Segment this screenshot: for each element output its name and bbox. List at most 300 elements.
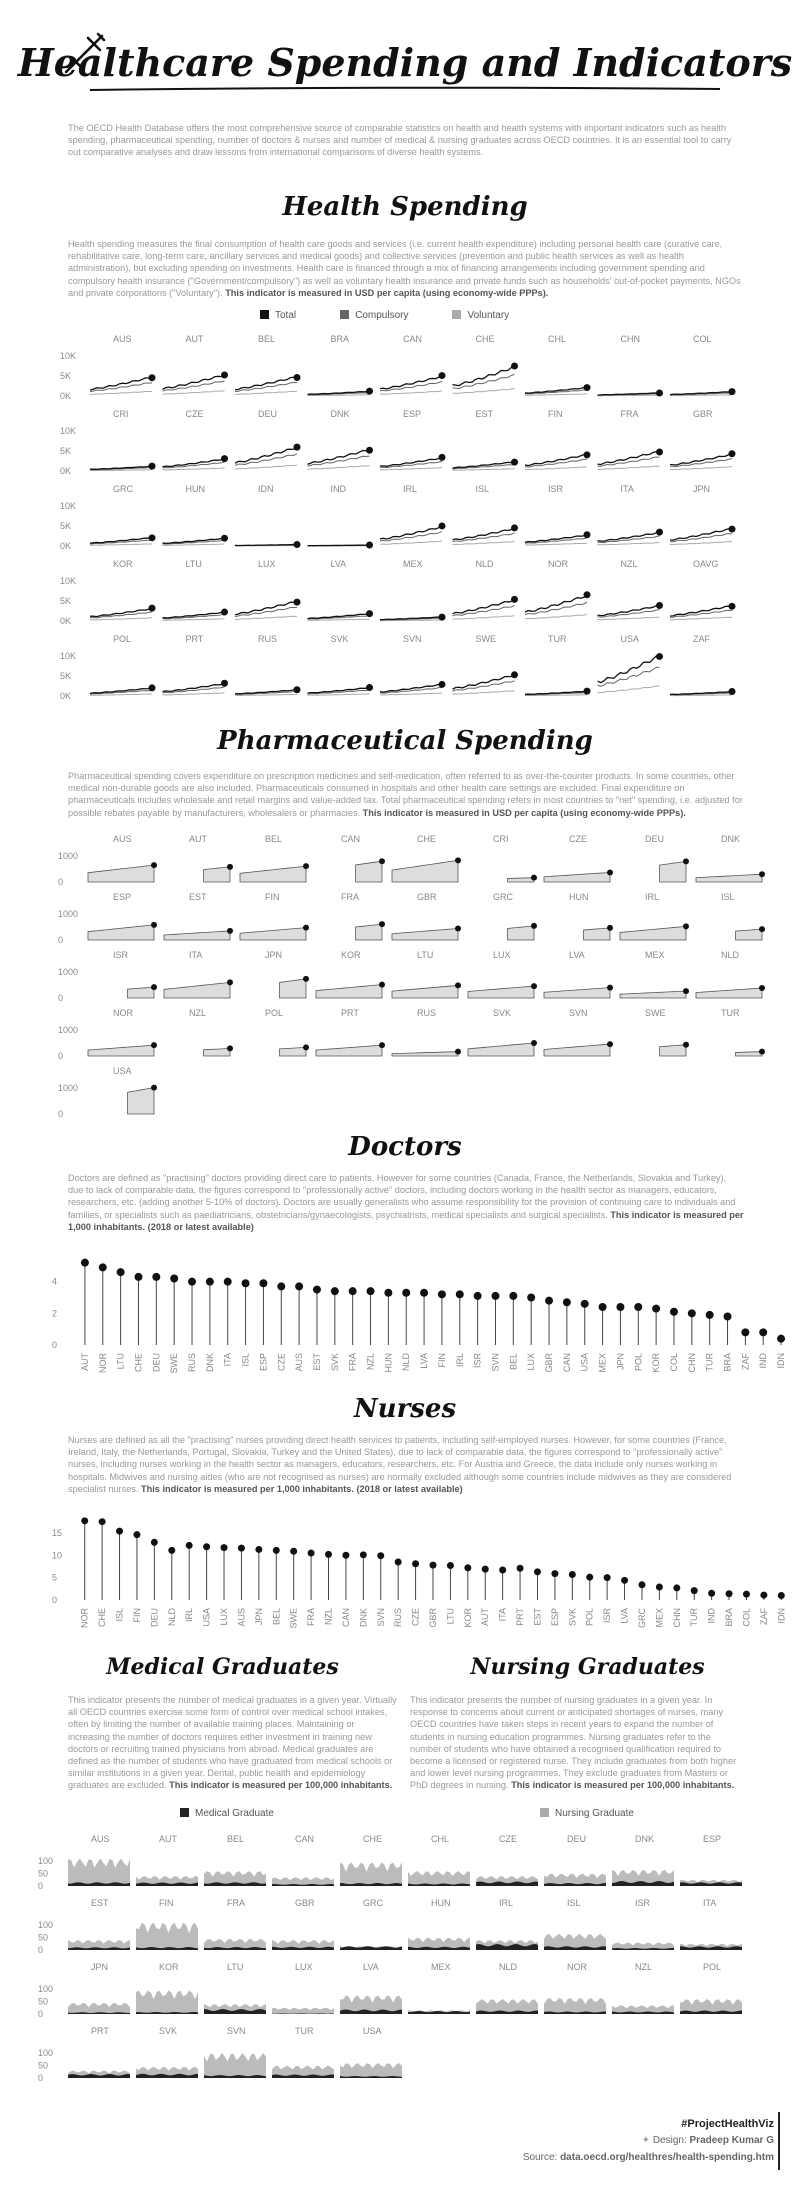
nurses-point: [569, 1571, 576, 1578]
health-voluntary-line: [235, 694, 297, 695]
nurses-point: [116, 1528, 123, 1535]
doctors-category-label: RUS: [187, 1353, 198, 1373]
pharma-ytick: 0: [58, 935, 64, 945]
doctors-point: [170, 1275, 178, 1283]
doctors-point: [777, 1335, 785, 1343]
health-title: Health Spending: [282, 192, 528, 222]
health-spending-chart: [0, 330, 810, 710]
doctors-point: [438, 1290, 446, 1298]
doctors-point: [384, 1289, 392, 1297]
nurses-category-label: KOR: [462, 1608, 473, 1628]
health-total-point: [729, 688, 736, 695]
health-total-point: [656, 390, 663, 397]
pharma-area: [128, 1088, 154, 1114]
health-ytick: 10K: [60, 651, 77, 661]
health-voluntary-line: [163, 391, 225, 395]
pharma-ytick: 0: [58, 1051, 64, 1061]
health-ytick: 5K: [60, 446, 72, 456]
nurses-category-label: RUS: [393, 1608, 404, 1628]
nurses-category-label: IRL: [184, 1608, 195, 1623]
doctors-point: [331, 1287, 339, 1295]
pharma-country-label: NZL: [189, 1008, 207, 1018]
nurses-category-label: BEL: [271, 1608, 282, 1626]
doctors-point: [670, 1308, 678, 1316]
pharma-area: [88, 1045, 154, 1056]
nurses-category-label: DEU: [149, 1608, 160, 1628]
health-compulsory-line: [598, 536, 660, 543]
health-total-point: [294, 599, 301, 606]
health-total-line: [598, 452, 660, 465]
pharma-point: [151, 1085, 157, 1091]
pharma-point: [151, 862, 157, 868]
health-total-point: [366, 684, 373, 691]
health-country-label: ISL: [475, 484, 490, 494]
health-total-line: [598, 656, 660, 683]
legend-total: Total: [260, 310, 296, 321]
pharma-country-label: AUS: [113, 834, 132, 844]
nurses-point: [743, 1591, 750, 1598]
pharma-country-label: SVK: [493, 1008, 512, 1018]
nurses-category-label: NLD: [166, 1608, 177, 1627]
health-total-point: [439, 372, 446, 379]
medical-grad-area: [204, 1882, 266, 1886]
health-total-point: [366, 542, 373, 549]
doctors-ytick: 0: [52, 1340, 58, 1350]
pharma-area: [88, 865, 154, 882]
nurses-point: [638, 1581, 645, 1588]
nurses-category-label: BRA: [724, 1608, 735, 1627]
pharma-point: [531, 1040, 537, 1046]
pharma-point: [683, 858, 689, 864]
health-voluntary-line: [525, 467, 587, 470]
pharma-area: [316, 1045, 382, 1056]
pharma-point: [607, 925, 613, 931]
health-ytick: 0K: [60, 616, 72, 626]
grad-country-label: PRT: [91, 2026, 109, 2036]
grad-country-label: SVN: [227, 2026, 246, 2036]
health-country-label: IDN: [258, 484, 274, 494]
health-voluntary-line: [453, 469, 515, 471]
pharma-point: [303, 1044, 309, 1050]
grad-country-label: KOR: [159, 1962, 179, 1972]
pharma-country-label: TUR: [721, 1008, 740, 1018]
grad-ytick: 100: [38, 1856, 54, 1866]
pharma-country-label: MEX: [645, 950, 665, 960]
medical-graduates-title: Medical Graduates: [106, 1654, 339, 1680]
nurses-point: [708, 1590, 715, 1597]
nurses-category-label: GRC: [636, 1608, 647, 1628]
health-voluntary-line: [525, 614, 587, 618]
nurses-category-label: DNK: [358, 1608, 369, 1628]
pharma-point: [683, 988, 689, 994]
health-country-label: CHN: [620, 334, 640, 344]
nurses-point: [464, 1564, 471, 1571]
health-total-point: [221, 535, 228, 542]
footer-source: Source: data.oecd.org/healthres/health-spending.htm: [522, 2152, 774, 2163]
doctors-category-label: NLD: [401, 1353, 412, 1372]
doctors-category-label: CZE: [276, 1353, 287, 1371]
health-country-label: TUR: [548, 634, 567, 644]
pharma-country-label: NOR: [113, 1008, 133, 1018]
doctors-point: [224, 1278, 232, 1286]
nurses-category-label: CAN: [340, 1608, 351, 1628]
grad-country-label: CAN: [295, 1834, 315, 1844]
pharma-country-label: POL: [265, 1008, 284, 1018]
pharma-area: [392, 929, 458, 940]
pharma-title: Pharmaceutical Spending: [217, 726, 593, 756]
health-country-label: BRA: [330, 334, 350, 344]
doctors-category-label: BRA: [722, 1353, 733, 1372]
doctors-point: [688, 1309, 696, 1317]
health-total-point: [584, 531, 591, 538]
nurses-point: [99, 1518, 106, 1525]
footer-hashtag: #ProjectHealthViz: [681, 2118, 774, 2130]
pharma-point: [151, 984, 157, 990]
health-ytick: 10K: [60, 426, 77, 436]
nurses-category-label: LVA: [619, 1608, 630, 1624]
health-country-label: AUS: [113, 334, 132, 344]
health-country-label: NLD: [475, 559, 494, 569]
doctors-category-label: DEU: [151, 1353, 162, 1373]
pharma-country-label: SWE: [645, 1008, 666, 1018]
pharma-country-label: GBR: [417, 892, 437, 902]
health-country-label: GBR: [693, 409, 713, 419]
grad-country-label: ESP: [703, 1834, 722, 1844]
grad-country-label: GBR: [295, 1898, 315, 1908]
pharma-country-label: FRA: [341, 892, 359, 902]
nurses-point: [377, 1552, 384, 1559]
health-total-point: [439, 614, 446, 621]
health-total-point: [149, 605, 156, 612]
nurses-category-label: EST: [532, 1608, 543, 1626]
pharma-point: [607, 985, 613, 991]
grad-country-label: DEU: [567, 1834, 587, 1844]
doctors-point: [295, 1282, 303, 1290]
nurses-point: [517, 1565, 524, 1572]
pharma-area: [280, 1047, 306, 1056]
health-ytick: 5K: [60, 371, 72, 381]
health-voluntary-line: [598, 466, 660, 469]
health-country-label: CAN: [403, 334, 423, 344]
pharma-area: [240, 928, 306, 940]
health-compulsory-line: [453, 374, 515, 388]
nurses-category-label: ITA: [497, 1608, 508, 1622]
pharma-country-label: LVA: [569, 950, 585, 960]
nurses-category-label: COL: [741, 1608, 752, 1627]
doctors-point: [81, 1259, 89, 1267]
doctors-point: [456, 1290, 464, 1298]
health-voluntary-line: [453, 388, 515, 393]
doctors-category-label: COL: [668, 1353, 679, 1372]
health-ytick: 0K: [60, 391, 72, 401]
health-ytick: 0K: [60, 466, 72, 476]
health-total-point: [584, 384, 591, 391]
doctors-point: [277, 1282, 285, 1290]
pharma-point: [379, 921, 385, 927]
doctors-category-label: CAN: [561, 1353, 572, 1373]
grad-country-label: POL: [703, 1962, 722, 1972]
doctors-point: [349, 1287, 357, 1295]
health-voluntary-line: [598, 686, 660, 693]
pharma-country-label: CZE: [569, 834, 587, 844]
nurses-point: [656, 1584, 663, 1591]
health-total-point: [149, 374, 156, 381]
health-legend: [260, 310, 509, 321]
health-total-point: [439, 454, 446, 461]
nurses-point: [395, 1558, 402, 1565]
doctors-point: [581, 1300, 589, 1308]
health-total-point: [221, 371, 228, 378]
nurses-category-label: MEX: [654, 1608, 665, 1628]
pharma-country-label: HUN: [569, 892, 589, 902]
pharma-area: [620, 926, 686, 940]
health-total-point: [366, 447, 373, 454]
health-country-label: LUX: [258, 559, 276, 569]
health-ytick: 5K: [60, 671, 72, 681]
nurses-point: [499, 1567, 506, 1574]
source-link[interactable]: data.oecd.org/healthres/health-spending.htm: [560, 2152, 774, 2163]
pharma-country-label: RUS: [417, 1008, 437, 1018]
grad-country-label: USA: [363, 2026, 382, 2036]
nurses-point: [621, 1577, 628, 1584]
pharma-point: [455, 857, 461, 863]
nurses-category-label: GBR: [428, 1608, 438, 1628]
health-country-label: MEX: [403, 559, 423, 569]
health-compulsory-line: [453, 605, 515, 615]
nurses-category-label: ISL: [114, 1608, 125, 1622]
doctors-point: [724, 1313, 732, 1321]
health-total-line: [308, 545, 370, 546]
nurses-category-label: ISR: [602, 1608, 613, 1624]
health-country-label: CHL: [548, 334, 567, 344]
pharma-area: [240, 866, 306, 882]
nurses-point: [534, 1568, 541, 1575]
doctors-category-label: ISL: [240, 1353, 251, 1367]
pharma-area: [164, 982, 230, 998]
health-voluntary-line: [380, 693, 442, 695]
health-total-point: [511, 524, 518, 531]
pharma-ytick: 1000: [58, 967, 79, 977]
health-country-label: ESP: [403, 409, 422, 419]
health-country-label: FIN: [548, 409, 563, 419]
health-compulsory-line: [90, 383, 152, 392]
health-ytick: 5K: [60, 596, 72, 606]
nurses-ytick: 0: [52, 1595, 58, 1605]
health-total-point: [584, 688, 591, 695]
health-country-label: BEL: [258, 334, 276, 344]
doctors-category-label: IRL: [454, 1353, 465, 1368]
nurses-point: [551, 1570, 558, 1577]
health-total-point: [511, 459, 518, 466]
doctors-point: [152, 1273, 160, 1281]
pharma-area: [468, 986, 534, 998]
pharma-point: [227, 928, 233, 934]
nurses-point: [133, 1531, 140, 1538]
health-ytick: 0K: [60, 541, 72, 551]
doctors-category-label: TUR: [704, 1353, 715, 1372]
pharma-point: [455, 926, 461, 932]
health-country-label: PRT: [185, 634, 204, 644]
pharma-point: [607, 1041, 613, 1047]
doctors-point: [474, 1292, 482, 1300]
doctors-category-label: SWE: [169, 1353, 180, 1374]
pharma-area: [508, 878, 534, 882]
grad-country-label: MEX: [431, 1962, 451, 1972]
doctors-category-label: ZAF: [740, 1353, 751, 1370]
doctors-category-label: LTU: [115, 1353, 126, 1370]
nurses-point: [604, 1574, 611, 1581]
health-voluntary-line: [90, 391, 152, 394]
pharma-point: [531, 983, 537, 989]
nurses-category-label: NZL: [323, 1608, 334, 1626]
nurses-category-label: FRA: [306, 1608, 317, 1626]
nurses-point: [430, 1562, 437, 1569]
health-total-point: [366, 388, 373, 395]
doctors-point: [188, 1278, 196, 1286]
health-total-line: [453, 366, 515, 386]
health-compulsory-line: [380, 461, 442, 467]
nurses-title: Nurses: [353, 1394, 457, 1424]
grad-country-label: EST: [91, 1898, 109, 1908]
doctors-point: [134, 1273, 142, 1281]
doctors-point: [259, 1279, 267, 1287]
pharma-area: [356, 861, 382, 882]
pharma-area: [392, 860, 458, 882]
health-total-point: [149, 684, 156, 691]
nurses-category-label: FIN: [131, 1608, 142, 1623]
pharma-point: [759, 871, 765, 877]
health-voluntary-line: [598, 543, 660, 545]
doctors-category-label: POL: [633, 1353, 644, 1372]
grad-ytick: 100: [38, 1984, 54, 1994]
nursing-grad-area: [204, 2053, 266, 2078]
health-country-label: LVA: [330, 559, 347, 569]
nurses-category-label: AUT: [480, 1608, 491, 1626]
health-country-label: FRA: [620, 409, 639, 419]
health-total-point: [656, 653, 663, 660]
nurses-point: [221, 1544, 228, 1551]
pharma-area: [280, 979, 306, 998]
health-country-label: USA: [620, 634, 640, 644]
nursing-grad-area: [136, 1990, 198, 2014]
nursing-grad-area: [340, 1862, 402, 1886]
health-country-label: POL: [113, 634, 132, 644]
health-total-point: [221, 680, 228, 687]
health-country-label: ITA: [620, 484, 634, 494]
pharma-area: [696, 988, 762, 998]
nurses-category-label: NOR: [79, 1608, 90, 1628]
grad-country-label: DNK: [635, 1834, 655, 1844]
health-country-label: GRC: [113, 484, 133, 494]
pharma-ytick: 1000: [58, 1025, 79, 1035]
health-total-line: [670, 529, 732, 541]
pharma-country-label: ISR: [113, 950, 129, 960]
doctors-category-label: BEL: [508, 1353, 519, 1371]
doctors-point: [759, 1328, 767, 1336]
pharma-ytick: 1000: [58, 1083, 79, 1093]
grad-ytick: 50: [38, 1868, 49, 1879]
grad-ytick: 0: [38, 1945, 44, 1955]
grad-country-label: JPN: [91, 1962, 109, 1972]
doctors-category-label: IDN: [776, 1353, 787, 1369]
nurses-category-label: USA: [201, 1608, 212, 1627]
health-total-point: [729, 526, 736, 533]
pharma-area: [660, 861, 686, 882]
health-total-point: [729, 603, 736, 610]
health-total-point: [294, 541, 301, 548]
grad-country-label: SVK: [159, 2026, 178, 2036]
pharma-country-label: JPN: [265, 950, 283, 960]
health-total-point: [511, 362, 518, 369]
nurses-point: [151, 1539, 158, 1546]
nurses-point: [273, 1547, 280, 1554]
pharma-point: [227, 979, 233, 985]
health-compulsory-line: [308, 456, 370, 466]
pharma-point: [227, 1045, 233, 1051]
health-total-point: [656, 602, 663, 609]
health-total-point: [149, 534, 156, 541]
nurses-category-label: ZAF: [758, 1608, 769, 1625]
nursing-grad-area: [272, 2008, 334, 2014]
grad-country-label: FIN: [159, 1898, 174, 1908]
nursing-graduates-title: Nursing Graduates: [470, 1654, 705, 1680]
health-total-point: [221, 455, 228, 462]
health-voluntary-line: [90, 544, 152, 545]
pharma-point: [759, 1049, 765, 1055]
nursing-grad-area: [340, 2063, 402, 2078]
nurses-point: [360, 1551, 367, 1558]
doctors-title: Doctors: [348, 1132, 462, 1162]
pharma-point: [759, 926, 765, 932]
doctors-point: [491, 1292, 499, 1300]
pharma-ytick: 1000: [58, 851, 79, 861]
nurses-category-label: LTU: [445, 1608, 456, 1625]
health-country-label: SVN: [403, 634, 422, 644]
grad-country-label: IRL: [499, 1898, 514, 1908]
pharma-country-label: USA: [113, 1066, 132, 1076]
nurses-category-label: SVK: [567, 1608, 578, 1627]
health-country-label: NZL: [620, 559, 638, 569]
pharma-country-label: LTU: [417, 950, 434, 960]
health-total-point: [439, 681, 446, 688]
pharma-ytick: 1000: [58, 909, 79, 919]
health-country-label: CZE: [185, 409, 204, 419]
nurses-category-label: SWE: [288, 1608, 299, 1629]
nursing-graduates-desc: This indicator presents the number of nursing graduates in a given year. In response to concerns about current or anticipated shortages of nurses, many OECD countries have taken steps in recent years to expand the number of students in nursing education programmes. Nursing graduates refer to the number of students who have obtained a recognised qualification required to become a licensed or registered nurse. They include graduates from both higher and lower level nursing programmes. They exclude graduates from Masters or PhD degrees in nursing. This indicator is measured per 100,000 inhabitants.: [410, 1695, 737, 1791]
doctors-category-label: FIN: [436, 1353, 447, 1368]
health-country-label: ISR: [548, 484, 564, 494]
pharma-desc: Pharmaceutical spending covers expenditure on prescription medicines and self-medication, often referred to as over-the-counter products. In some countries, other medical non-durable goods are also included. Pharmaceuticals consumed in hospitals and other health care settings are excluded. Final expenditure on pharmaceuticals includes wholesale and retail margins and value-added tax. Total pharmaceutical spending refers in most countries to "net" spending, i.e. adjusted for possible rebates payable by manufacturers, wholesalers or pharmacies. This indicator is measured in USD per capita (using economy-wide PPPs).: [68, 771, 743, 818]
pharma-country-label: BEL: [265, 834, 283, 844]
grad-country-label: NZL: [635, 1962, 653, 1972]
nurses-point: [342, 1552, 349, 1559]
pharma-area: [736, 929, 762, 940]
doctors-category-label: ESP: [258, 1353, 269, 1372]
grad-country-label: LUX: [295, 1962, 313, 1972]
doctors-point: [509, 1292, 517, 1300]
nurses-desc: Nurses are defined as all the "practising" nurses providing direct health services to patients, including self-employed nurses. However, for some countries (France, Ireland, Italy, the Netherlands, Portugal, Slovakia, Turkey and the United States), due to lack of comparable data, the figures correspond to "professionally active" nurses, including nurses working in the health sector as managers, educators, researchers, etc. For Austria and Greece, the data include only nurses working in hospitals. Midwives and nursing aides (who are not recognised as nurses) are normally excluded although some countries include midwives as they are considered specialist nurses. This indicator is measured per 1,000 inhabitants. (2018 or latest available): [68, 1435, 732, 1494]
doctors-point: [402, 1289, 410, 1297]
grad-ytick: 50: [38, 1932, 49, 1943]
pharma-area: [544, 988, 610, 998]
health-total-point: [511, 596, 518, 603]
health-country-label: LTU: [185, 559, 202, 569]
health-total-line: [235, 545, 297, 546]
nurses-point: [586, 1574, 593, 1581]
grad-ytick: 100: [38, 1920, 54, 1930]
health-country-label: JPN: [693, 484, 711, 494]
pharma-point: [531, 923, 537, 929]
